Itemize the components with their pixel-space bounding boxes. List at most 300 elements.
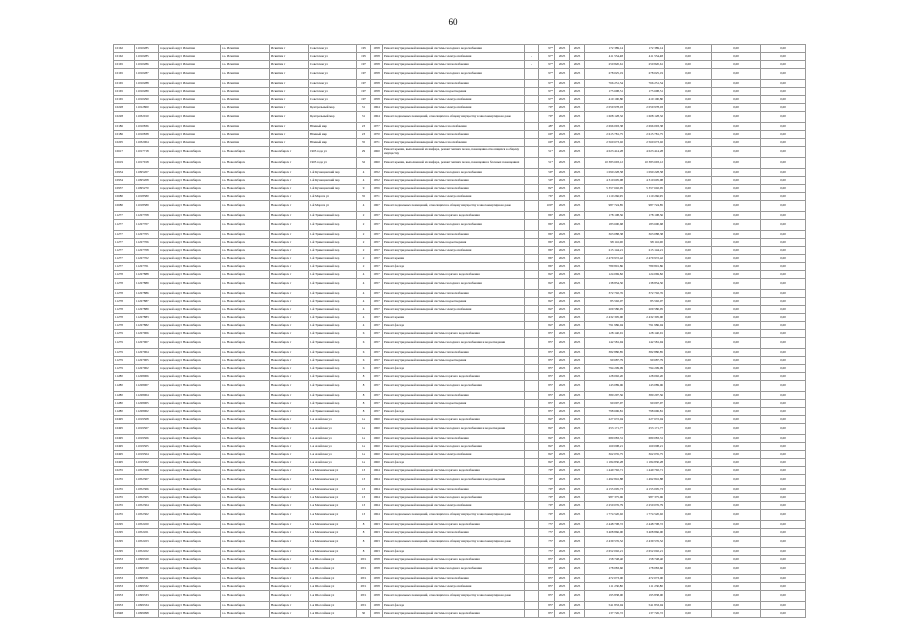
cell-work-type: Ремонт внутридомовой инженерной системы теплоснабжения (383, 486, 525, 494)
cell-budget-regional: 0,00 (665, 298, 712, 306)
cell-total-cost: 1 608 128,32 (585, 112, 625, 123)
cell-budget-local: 0,00 (712, 521, 761, 529)
cell-house-number: 2 (357, 212, 371, 220)
cell-fund-cost: 798 696,81 (625, 408, 665, 416)
cell-owner-funds: 0,00 (761, 112, 806, 123)
cell-row-id: 10953 (114, 602, 135, 610)
cell-build-year: 1964 (371, 510, 383, 521)
cell-marker (525, 435, 539, 443)
cell-row-id: 10255 (114, 467, 135, 475)
cell-marker (525, 486, 539, 494)
cell-plan-year-start: 2025 (555, 575, 570, 583)
cell-fund-cost: 98 116,00 (625, 239, 665, 247)
cell-district: городской округ Новосибирск (159, 306, 221, 314)
cell-wear-percent: 86* (539, 239, 555, 247)
cell-row-id: 11278 (114, 279, 135, 290)
cell-work-type: Ремонт внутридомовой инженерной системы электроснабжения (383, 451, 525, 459)
cell-wear-percent: 86* (539, 231, 555, 239)
cell-wear-percent: 48* (539, 123, 555, 131)
cell-marker (525, 548, 539, 556)
cell-object-code: 11227705 (135, 231, 159, 239)
cell-build-year: 1957 (371, 330, 383, 338)
cell-work-type: Ремонт внутридомовой инженерной системы водоотведения (383, 298, 525, 306)
cell-row-id: 10495 (114, 424, 135, 435)
cell-budget-regional: 0,00 (665, 271, 712, 279)
cell-settlement: Новосибирск г (270, 451, 309, 459)
cell-total-cost: 124 069,82 (585, 271, 625, 279)
cell-total-cost: 215 144,21 (585, 247, 625, 255)
cell-street: 1-я Механическая ул (309, 537, 357, 548)
cell-settlement: Новосибирск г (270, 475, 309, 486)
cell-settlement: Новосибирск г (270, 443, 309, 451)
cell-work-type: Ремонт внутридомовой инженерной системы теплоснабжения (383, 61, 525, 69)
cell-object-code: 11052304 (135, 502, 159, 510)
cell-district: городской округ Новосибирск (159, 435, 221, 443)
cell-object-code: 11228006 (135, 373, 159, 381)
cell-marker (525, 494, 539, 502)
cell-plan-year-start: 2025 (555, 521, 570, 529)
cell-budget-regional: 0,00 (665, 392, 712, 400)
cell-object-code: 11228004 (135, 392, 159, 400)
cell-marker (525, 467, 539, 475)
cell-district: городской округ Новосибирск (159, 169, 221, 177)
cell-fund-cost: 253 171,77 (625, 424, 665, 435)
cell-row-id: 11278 (114, 306, 135, 314)
cell-build-year: 1957 (371, 290, 383, 298)
cell-owner-funds: 0,00 (761, 53, 806, 61)
cell-plan-year-end: 2025 (570, 45, 585, 53)
cell-plan-year-start: 2025 (555, 357, 570, 365)
cell-row-id: 10934 (114, 169, 135, 177)
table-row (114, 158, 806, 169)
cell-owner-funds: 0,00 (761, 537, 806, 548)
cell-settlement: Новосибирск г (270, 193, 309, 201)
cell-work-type: Ремонт внутридомовой инженерной системы горячего водоснабжения (383, 330, 525, 338)
cell-plan-year-start: 2025 (555, 112, 570, 123)
cell-wear-percent: 97* (539, 88, 555, 96)
cell-budget-regional: 0,00 (665, 459, 712, 467)
cell-owner-funds: 0,00 (761, 510, 806, 521)
cell-district: городской округ Новосибирск (159, 290, 221, 298)
cell-budget-regional: 0,00 (665, 330, 712, 338)
cell-wear-percent: 97* (539, 53, 555, 61)
cell-owner-funds: 0,00 (761, 61, 806, 69)
cell-marker (525, 443, 539, 451)
cell-district: городской округ Новосибирск (159, 467, 221, 475)
cell-object-code: 11010836 (135, 123, 159, 131)
cell-build-year: 1958 (371, 61, 383, 69)
cell-house-number: 2 (357, 255, 371, 263)
cell-plan-year-start: 2025 (555, 306, 570, 314)
cell-row-id: 10953 (114, 583, 135, 591)
cell-build-year: 1967 (371, 201, 383, 212)
cell-build-year: 1957 (371, 314, 383, 322)
cell-budget-regional: 0,00 (665, 139, 712, 147)
cell-budget-local: 0,00 (712, 494, 761, 502)
cell-object-code: 11019504 (135, 451, 159, 459)
cell-work-type: Ремонт внутридомовой инженерной системы холодного водоснабжения (383, 443, 525, 451)
cell-total-cost: 160 008,21 (585, 443, 625, 451)
cell-district: городской округ Новосибирск (159, 451, 221, 459)
cell-owner-funds: 0,00 (761, 193, 806, 201)
cell-row-id: 11278 (114, 290, 135, 298)
cell-budget-regional: 0,00 (665, 408, 712, 416)
cell-street: 1-я Механическая ул (309, 502, 357, 510)
repair-register-table (113, 44, 806, 618)
cell-owner-funds: 0,00 (761, 330, 806, 338)
cell-plan-year-start: 2025 (555, 424, 570, 435)
cell-owner-funds: 0,00 (761, 123, 806, 131)
cell-settlement: Новосибирск г (270, 271, 309, 279)
cell-marker (525, 290, 539, 298)
cell-street: 1-й Трикотажный пер (309, 322, 357, 330)
cell-budget-regional: 0,00 (665, 255, 712, 263)
cell-owner-funds: 0,00 (761, 408, 806, 416)
cell-work-type: Ремонт внутридомовой инженерной системы теплоснабжения (383, 231, 525, 239)
cell-street: 1-й Трикотажный пер (309, 239, 357, 247)
cell-total-cost: 680 083,31 (585, 435, 625, 443)
cell-owner-funds: 0,00 (761, 381, 806, 392)
cell-plan-year-start: 2025 (555, 610, 570, 618)
cell-street: 1-я Алейская ул (309, 459, 357, 467)
cell-marker (525, 475, 539, 486)
cell-municipality: г.о. Новосибирск (221, 247, 270, 255)
cell-budget-regional: 0,00 (665, 147, 712, 158)
cell-owner-funds: 0,00 (761, 220, 806, 231)
cell-plan-year-end: 2025 (570, 177, 585, 185)
cell-budget-local: 0,00 (712, 610, 761, 618)
cell-row-id: 10228 (114, 104, 135, 112)
cell-wear-percent: 84* (539, 271, 555, 279)
cell-owner-funds: 0,00 (761, 467, 806, 475)
cell-district: городской округ Искитим (159, 69, 221, 80)
cell-house-number: 13 (357, 494, 371, 502)
cell-fund-cost: 90 687,79 (625, 357, 665, 365)
cell-fund-cost: 987 724,85 (625, 201, 665, 212)
cell-total-cost: 766 251,54 (585, 80, 625, 88)
cell-settlement: Новосибирск г (270, 529, 309, 537)
cell-street: 1-я Механическая ул (309, 475, 357, 486)
cell-street: 1-я Алейская ул (309, 451, 357, 459)
cell-total-cost: 362 035,75 (585, 451, 625, 459)
table-row (114, 502, 806, 510)
cell-plan-year-start: 2025 (555, 548, 570, 556)
cell-fund-cost: 382 880,85 (625, 349, 665, 357)
cell-total-cost: 209 580,95 (585, 306, 625, 314)
cell-work-type: Ремонт внутридомовой инженерной системы теплоснабжения (383, 131, 525, 139)
cell-budget-regional: 0,00 (665, 475, 712, 486)
table-row (114, 381, 806, 392)
table-row (114, 408, 806, 416)
cell-settlement: Новосибирск г (270, 220, 309, 231)
cell-budget-regional: 0,00 (665, 486, 712, 494)
cell-build-year: 1964 (371, 104, 383, 112)
cell-build-year: 1971 (371, 139, 383, 147)
cell-total-cost: 183 600,68 (585, 220, 625, 231)
cell-fund-cost: 172 389,14 (625, 45, 665, 53)
cell-municipality: г.о. Новосибирск (221, 290, 270, 298)
cell-street: Советская ул (309, 96, 357, 104)
cell-row-id: 10255 (114, 486, 135, 494)
cell-work-type: Ремонт внутридомовой инженерной системы холодного водоснабжения (383, 169, 525, 177)
cell-plan-year-end: 2025 (570, 381, 585, 392)
cell-total-cost: 195 838,00 (585, 591, 625, 602)
cell-total-cost: 178 108,56 (585, 212, 625, 220)
cell-fund-cost: 4 310 605,98 (625, 177, 665, 185)
cell-budget-local: 0,00 (712, 271, 761, 279)
cell-plan-year-start: 2025 (555, 279, 570, 290)
cell-build-year: 1960 (371, 443, 383, 451)
cell-house-number: 1а (357, 459, 371, 467)
cell-object-code: 11010289 (135, 88, 159, 96)
cell-plan-year-start: 2025 (555, 298, 570, 306)
cell-settlement: Новосибирск г (270, 330, 309, 338)
cell-house-number: 13 (357, 475, 371, 486)
cell-budget-regional: 0,00 (665, 521, 712, 529)
cell-municipality: г.о. Новосибирск (221, 486, 270, 494)
cell-house-number: 28/1 (357, 564, 371, 575)
cell-row-id: 11279 (114, 330, 135, 338)
cell-total-cost: 2 059 978,03 (585, 104, 625, 112)
cell-house-number: 35 (357, 139, 371, 147)
cell-plan-year-end: 2025 (570, 104, 585, 112)
cell-fund-cost: 1 608 128,32 (625, 112, 665, 123)
cell-district: городской округ Новосибирск (159, 231, 221, 239)
cell-object-code: 11052451 (135, 529, 159, 537)
cell-district: городской округ Новосибирск (159, 494, 221, 502)
cell-build-year: 1960 (371, 147, 383, 158)
cell-object-code: 11099334 (135, 602, 159, 610)
cell-street: 1-я Шоссейная ул (309, 556, 357, 564)
cell-municipality: г.о. Искитим (221, 96, 270, 104)
table-row (114, 177, 806, 185)
cell-build-year: 1957 (371, 392, 383, 400)
cell-house-number: 32 (357, 158, 371, 169)
cell-fund-cost: 2 439 576,52 (625, 537, 665, 548)
cell-row-id: 10228 (114, 112, 135, 123)
cell-plan-year-start: 2025 (555, 373, 570, 381)
cell-wear-percent: 85* (539, 408, 555, 416)
cell-street: 1-й Кузнецовский пер (309, 169, 357, 177)
cell-wear-percent: 85* (539, 591, 555, 602)
cell-owner-funds: 0,00 (761, 231, 806, 239)
cell-row-id: 10953 (114, 575, 135, 583)
cell-work-type: Ремонт внутридомовой инженерной системы холодного водоснабжения и водоотведения (383, 475, 525, 486)
cell-settlement: Искитим г (270, 104, 309, 112)
cell-house-number: 8 (357, 408, 371, 416)
table-row (114, 231, 806, 239)
cell-street: Советская ул (309, 69, 357, 80)
cell-build-year: 1958 (371, 564, 383, 575)
cell-work-type: Ремонт внутридомовой инженерной системы теплоснабжения (383, 392, 525, 400)
cell-municipality: г.о. Новосибирск (221, 602, 270, 610)
cell-budget-local: 0,00 (712, 467, 761, 475)
cell-work-type: Ремонт внутридомовой инженерной системы электроснабжения (383, 53, 525, 61)
cell-work-type: Ремонт внутридомовой инженерной системы горячего водоснабжения (383, 373, 525, 381)
table-row (114, 338, 806, 349)
table-row (114, 45, 806, 53)
cell-budget-regional: 0,00 (665, 69, 712, 80)
cell-district: городской округ Новосибирск (159, 365, 221, 373)
cell-house-number: 195 (357, 53, 371, 61)
cell-budget-local: 0,00 (712, 169, 761, 177)
cell-district: городской округ Новосибирск (159, 177, 221, 185)
cell-total-cost: 372 702,76 (585, 290, 625, 298)
cell-house-number: 4 (357, 298, 371, 306)
cell-budget-local: 0,00 (712, 322, 761, 330)
cell-owner-funds: 0,00 (761, 610, 806, 618)
cell-build-year: 1971 (371, 193, 383, 201)
cell-work-type: Ремонт внутридомовой инженерной системы горячего водоснабжения (383, 610, 525, 618)
cell-settlement: Новосибирск г (270, 298, 309, 306)
cell-row-id: 10495 (114, 451, 135, 459)
cell-house-number: 4 (357, 290, 371, 298)
cell-total-cost: 2 448 708,72 (585, 521, 625, 529)
table-row (114, 96, 806, 104)
cell-marker (525, 510, 539, 521)
table-row (114, 69, 806, 80)
cell-municipality: г.о. Новосибирск (221, 451, 270, 459)
cell-work-type: Ремонт внутридомовой инженерной системы холодного водоснабжения (383, 45, 525, 53)
cell-total-cost: 382 880,85 (585, 349, 625, 357)
cell-owner-funds: 0,00 (761, 279, 806, 290)
cell-total-cost: 178 083,60 (585, 564, 625, 575)
cell-object-code: 11227904 (135, 349, 159, 357)
cell-budget-regional: 0,00 (665, 400, 712, 408)
cell-plan-year-end: 2025 (570, 392, 585, 400)
cell-district: городской округ Новосибирск (159, 314, 221, 322)
cell-owner-funds: 0,00 (761, 357, 806, 365)
cell-budget-regional: 0,00 (665, 443, 712, 451)
cell-budget-regional: 0,00 (665, 96, 712, 104)
cell-district: городской округ Новосибирск (159, 583, 221, 591)
cell-budget-regional: 0,00 (665, 322, 712, 330)
cell-street: Советская ул (309, 88, 357, 96)
cell-budget-regional: 0,00 (665, 338, 712, 349)
cell-budget-local: 0,00 (712, 486, 761, 494)
cell-marker (525, 88, 539, 96)
cell-plan-year-start: 2025 (555, 416, 570, 424)
cell-fund-cost: 111 230,80 (625, 583, 665, 591)
cell-budget-local: 0,00 (712, 104, 761, 112)
cell-municipality: г.о. Новосибирск (221, 298, 270, 306)
cell-marker (525, 556, 539, 564)
cell-plan-year-end: 2025 (570, 61, 585, 69)
cell-house-number: 28/1 (357, 575, 371, 583)
cell-municipality: г.о. Новосибирск (221, 610, 270, 618)
cell-plan-year-start: 2025 (555, 212, 570, 220)
cell-marker (525, 263, 539, 271)
cell-object-code: 11228002 (135, 408, 159, 416)
cell-owner-funds: 0,00 (761, 349, 806, 357)
cell-plan-year-end: 2025 (570, 537, 585, 548)
cell-district: городской округ Новосибирск (159, 185, 221, 193)
cell-street: 1-я Алейская ул (309, 424, 357, 435)
table-row (114, 247, 806, 255)
cell-plan-year-end: 2025 (570, 290, 585, 298)
cell-object-code: 11227887 (135, 298, 159, 306)
cell-plan-year-end: 2025 (570, 271, 585, 279)
cell-owner-funds: 0,00 (761, 400, 806, 408)
cell-settlement: Новосибирск г (270, 486, 309, 494)
cell-settlement: Новосибирск г (270, 521, 309, 529)
cell-district: городской округ Новосибирск (159, 373, 221, 381)
cell-municipality: г.о. Новосибирск (221, 169, 270, 177)
table-row (114, 357, 806, 365)
cell-budget-local: 0,00 (712, 80, 761, 88)
cell-plan-year-start: 2025 (555, 322, 570, 330)
table-row (114, 263, 806, 271)
cell-fund-cost: 250 820,61 (625, 61, 665, 69)
cell-budget-regional: 0,00 (665, 537, 712, 548)
cell-work-type: Ремонт внутридомовой инженерной системы водоотведения (383, 400, 525, 408)
cell-row-id: 10619 (114, 158, 135, 169)
cell-plan-year-end: 2025 (570, 373, 585, 381)
cell-municipality: г.о. Новосибирск (221, 556, 270, 564)
cell-fund-cost: 4 023 414,28 (625, 147, 665, 158)
cell-total-cost: 137 726,72 (585, 610, 625, 618)
cell-settlement: Новосибирск г (270, 459, 309, 467)
cell-marker (525, 112, 539, 123)
cell-total-cost: 2 615 781,75 (585, 131, 625, 139)
table-row (114, 330, 806, 338)
cell-fund-cost: 3 408 866,00 (625, 529, 665, 537)
cell-fund-cost: 209 580,95 (625, 306, 665, 314)
cell-wear-percent: 85* (539, 392, 555, 400)
cell-house-number: 8 (357, 392, 371, 400)
cell-street: Советская ул (309, 53, 357, 61)
cell-district: городской округ Новосибирск (159, 502, 221, 510)
cell-budget-regional: 0,00 (665, 212, 712, 220)
cell-municipality: г.о. Новосибирск (221, 158, 270, 169)
cell-marker (525, 220, 539, 231)
cell-total-cost: 798 696,81 (585, 408, 625, 416)
cell-settlement: Новосибирск г (270, 537, 309, 548)
cell-total-cost: 2 439 576,52 (585, 537, 625, 548)
cell-municipality: г.о. Новосибирск (221, 306, 270, 314)
cell-wear-percent: 85* (539, 564, 555, 575)
cell-municipality: г.о. Новосибирск (221, 193, 270, 201)
cell-district: городской округ Искитим (159, 112, 221, 123)
cell-budget-local: 0,00 (712, 408, 761, 416)
cell-settlement: Новосибирск г (270, 502, 309, 510)
cell-settlement: Новосибирск г (270, 239, 309, 247)
cell-build-year: 1960 (371, 158, 383, 169)
cell-house-number: 197 (357, 61, 371, 69)
cell-budget-local: 0,00 (712, 96, 761, 104)
cell-plan-year-end: 2025 (570, 239, 585, 247)
cell-plan-year-end: 2025 (570, 408, 585, 416)
cell-build-year: 1960 (371, 435, 383, 443)
cell-budget-regional: 0,00 (665, 247, 712, 255)
cell-budget-local: 0,00 (712, 338, 761, 349)
cell-wear-percent: 85* (539, 602, 555, 610)
cell-wear-percent: 85* (539, 338, 555, 349)
cell-owner-funds: 0,00 (761, 459, 806, 467)
cell-settlement: Новосибирск г (270, 575, 309, 583)
cell-street: 1-я Алейская ул (309, 416, 357, 424)
cell-budget-local: 0,00 (712, 392, 761, 400)
cell-budget-regional: 0,00 (665, 424, 712, 435)
cell-budget-regional: 0,00 (665, 177, 712, 185)
cell-plan-year-end: 2025 (570, 185, 585, 193)
cell-settlement: Новосибирск г (270, 602, 309, 610)
cell-owner-funds: 0,00 (761, 104, 806, 112)
cell-municipality: г.о. Новосибирск (221, 338, 270, 349)
cell-wear-percent: 84* (539, 416, 555, 424)
cell-street: 1-я Алейская ул (309, 443, 357, 451)
cell-settlement: Новосибирск г (270, 381, 309, 392)
